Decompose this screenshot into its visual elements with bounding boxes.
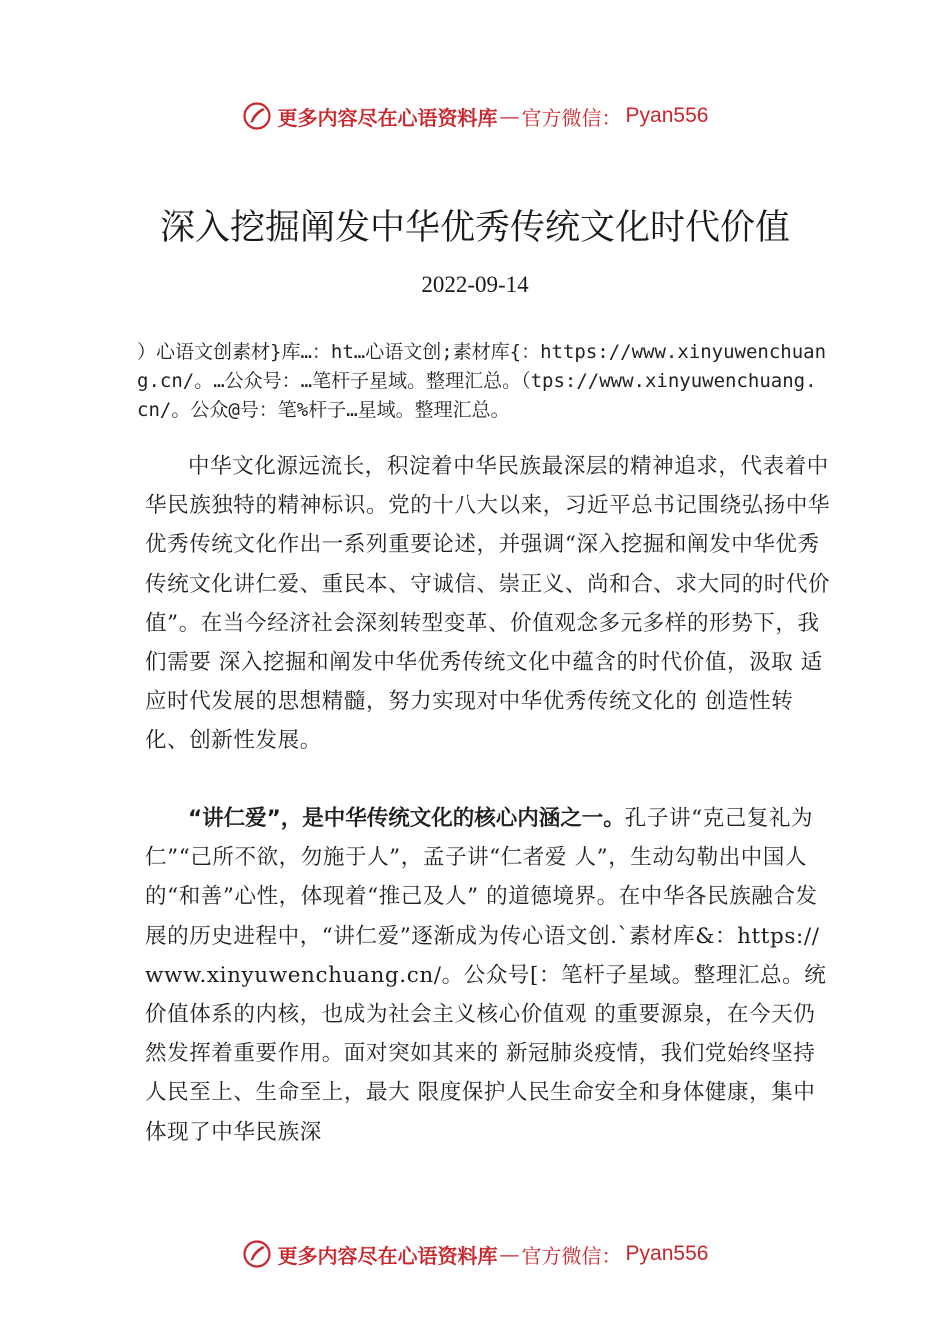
article-title: 深入挖掘阐发中华优秀传统文化时代价值 [159, 208, 790, 248]
source-notice: ）心语文创素材}库…：ht…心语文创;素材库{：https://www.xinyuwenchuang.cn/。…公众号：…笔杆子星域。整理汇总。（tps://www.xinyuwenchuang.cn/。公众@号：笔%杆子…星域。整理汇总。 [137, 341, 827, 421]
red-circle-pen-logo-icon [242, 101, 272, 131]
footer-banner [0, 1234, 950, 1274]
article-paragraph: 中华文化源远流长，积淀着中华民族最深层的精神追求，代表着中华民族独特的精神标识。党的十八大以来，习近平总书记围绕弘扬中华优秀传统文化作出一系列重要论述，并强调“深入挖掘和阐发中华优秀传统文化讲仁爱、重民本、守诚信、崇正义、尚和合、求大同的时代价值”。在当今经济社会深刻转型变革、价值观念多元多样的形势下，我们需要 深入挖掘和阐发中华优秀传统文化中蕴含的时代价值，汲取 适应时代发展的思想精髓，努力实现对中华优秀传统文化的 创造性转化、创新性发展。 [145, 454, 831, 754]
banner-brand-text: 更多内容尽在心语资料库 [277, 1243, 498, 1268]
banner-wechat-label: 官方微信： [521, 1243, 622, 1268]
banner-brand-text: 更多内容尽在心语资料库 [277, 105, 498, 130]
article-date: 2022-09-14 [421, 272, 529, 297]
red-circle-pen-logo-icon [242, 1239, 272, 1269]
banner-wechat-id: Pyan556 [625, 1242, 709, 1265]
header-banner [0, 96, 950, 136]
banner-wechat-label: 官方微信： [521, 105, 622, 130]
article-paragraph [145, 799, 835, 1152]
banner-separator: — [499, 1242, 520, 1266]
banner-separator: — [499, 104, 520, 128]
paragraph-body-text: 孔子讲“克己复礼为仁”“己所不欲，勿施于人”，孟子讲“仁者爱 人”，生动勾勒出中国人的“和善”心性，体现着“推己及人” 的道德境界。在中华各民族融合发展的历史进程中，“讲仁爱”逐渐成为传心语文创.`素材库&：https://www.xinyuwenchuang.cn/。公众号[：笔杆子星域。整理汇总。统价值体系的内核，也成为社会主义核心价值观 的重要源泉，在今天仍然发挥着重要作用。面对突如其来的 新冠肺炎疫情，我们党始终坚持人民至上、生命至上，最大 限度保护人民生命安全和身体健康，集中体现了中华民族深 [145, 806, 827, 1145]
banner-wechat-id: Pyan556 [625, 104, 709, 127]
paragraph-lead-sentence: “讲仁爱”，是中华传统文化的核心内涵之一。 [188, 806, 625, 831]
